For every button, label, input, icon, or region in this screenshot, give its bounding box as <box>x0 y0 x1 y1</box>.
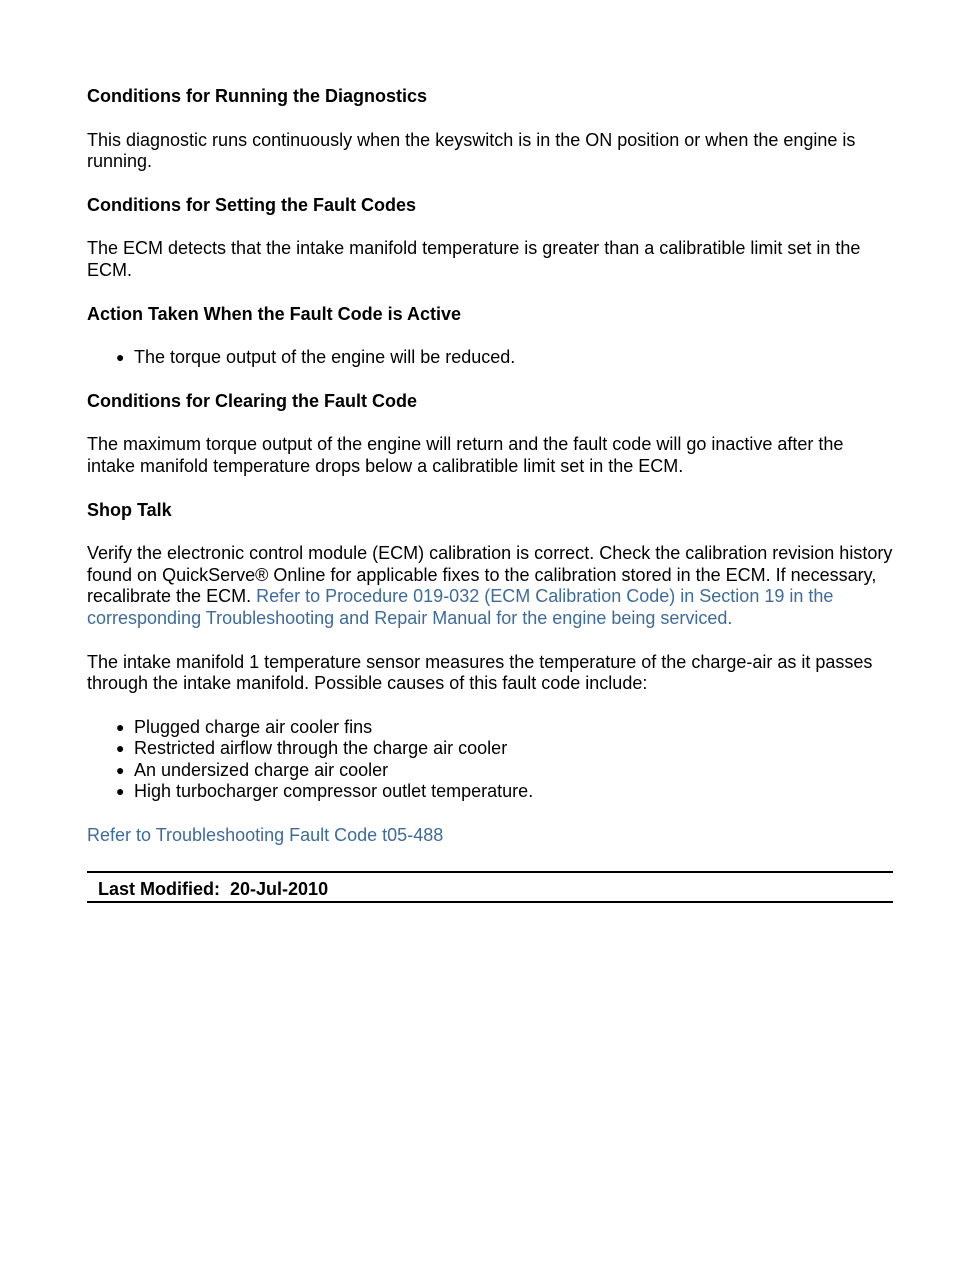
setting-fault-codes-heading: Conditions for Setting the Fault Codes <box>87 194 416 215</box>
list-item <box>116 738 893 760</box>
fault-code-link-row <box>87 825 893 847</box>
list-item-text: Restricted airflow through the charge air cooler <box>134 738 508 759</box>
last-modified-date: 20-Jul-2010 <box>230 878 329 899</box>
bullet-icon: ● <box>116 718 125 735</box>
action-taken-list <box>87 347 893 369</box>
list-item <box>116 716 893 739</box>
bullet-icon: ● <box>116 349 125 366</box>
shop-talk-body: Verify the electronic control module (ECM) calibration is correct. Check the calibration revision history found on QuickServe® Online for applicable fixes to the calibration stored in the ECM. If necessary, recalibrate the ECM. <box>87 543 893 607</box>
list-item-text: The torque output of the engine will be reduced. <box>134 347 516 368</box>
bullet-icon: ● <box>116 761 125 778</box>
bullet-icon: ● <box>116 783 125 800</box>
last-modified-label: Last Modified: <box>98 878 220 899</box>
running-diagnostics-heading: Conditions for Running the Diagnostics <box>87 86 427 106</box>
clearing-fault-code-text: The maximum torque output of the engine will return and the fault code will go inactive after the intake manifold temperature drops below a calibratible limit set in the ECM. <box>87 434 844 476</box>
clearing-fault-code-heading: Conditions for Clearing the Fault Code <box>87 390 417 411</box>
list-item-text: Plugged charge air cooler fins <box>134 716 373 737</box>
list-item <box>116 347 893 369</box>
list-item-text: An undersized charge air cooler <box>134 759 389 780</box>
setting-fault-codes-text: The ECM detects that the intake manifold temperature is greater than a calibratible limit set in the ECM. <box>87 238 861 280</box>
last-modified-bar <box>87 871 893 903</box>
shop-talk-heading: Shop Talk <box>87 499 172 520</box>
possible-causes-list <box>87 717 893 803</box>
fault-code-link[interactable]: Refer to Troubleshooting Fault Code t05-488 <box>87 825 444 846</box>
list-item <box>116 781 893 803</box>
list-item-text: High turbocharger compressor outlet temperature. <box>134 781 534 802</box>
bullet-icon: ● <box>116 740 125 757</box>
action-taken-heading: Action Taken When the Fault Code is Active <box>87 303 462 324</box>
procedure-link[interactable]: Refer to Procedure 019-032 (ECM Calibration Code) in Section 19 in the corresponding Troubleshooting and Repair Manual for the engine being serviced. <box>87 586 834 628</box>
document-body <box>87 86 893 903</box>
sensor-description: The intake manifold 1 temperature sensor measures the temperature of the charge-air as it passes through the intake manifold. Possible causes of this fault code include: <box>87 651 873 694</box>
shop-talk-text <box>87 543 893 629</box>
list-item <box>116 759 893 782</box>
running-diagnostics-text: This diagnostic runs continuously when the keyswitch is in the ON position or when the engine is running. <box>87 129 856 172</box>
